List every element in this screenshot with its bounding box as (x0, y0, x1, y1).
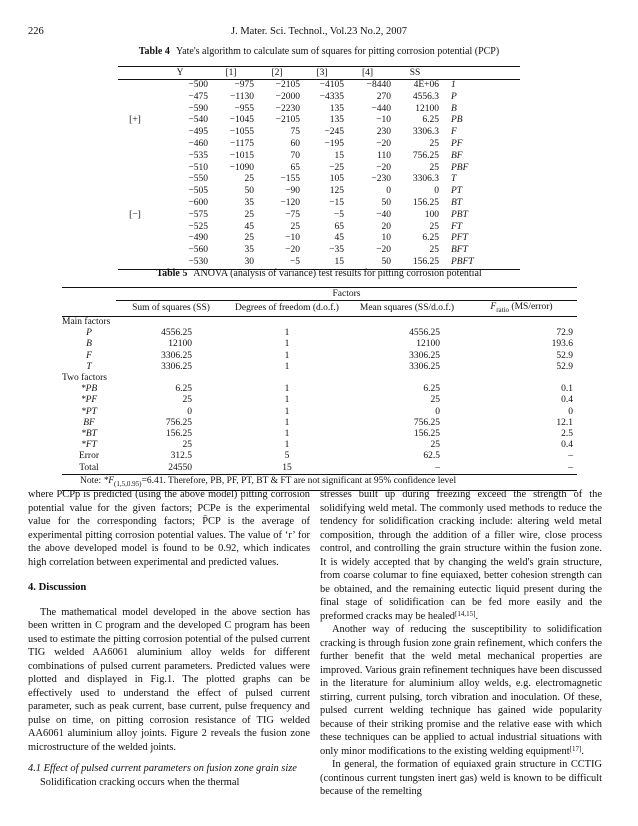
table-cell: 12100 (415, 103, 439, 114)
table-cell: F (86, 350, 92, 361)
table-cell: −40 (376, 209, 391, 220)
table-cell: FT (451, 221, 463, 232)
table-cell: 756.25 (165, 417, 192, 428)
paragraph: In general, the formation of equiaxed grain structure in CCTIG (continous current tungsten inert gas) weld is known to be difficult because of the remelting (320, 759, 602, 797)
table-cell: −505 (188, 186, 208, 197)
table-cell: −525 (188, 221, 208, 232)
table-cell: −20 (285, 245, 300, 256)
table-cell: Two factors (62, 372, 107, 383)
table-cell: −75 (285, 209, 300, 220)
table-cell: −550 (188, 174, 208, 185)
table-cell: −1130 (229, 91, 254, 102)
table-cell: Main factors (62, 316, 111, 327)
table-cell: −15 (329, 197, 344, 208)
section-heading: 4. Discussion (28, 582, 87, 593)
table-row (62, 429, 577, 440)
table-cell: PFT (451, 233, 468, 244)
table-row (62, 328, 577, 339)
table-cell (116, 373, 226, 384)
table4-col-header: Y (152, 67, 208, 80)
table-row (118, 245, 520, 257)
table-cell: PBT (451, 209, 468, 220)
table-row (62, 373, 577, 384)
table-cell: 35 (244, 245, 254, 256)
table-cell: −20 (376, 138, 391, 149)
table-cell: PBF (451, 162, 469, 173)
table-cell: *PB (80, 384, 98, 395)
table-cell: −975 (234, 80, 254, 90)
table-cell: PBFT (451, 256, 474, 267)
table-cell: F (451, 127, 457, 138)
table-cell: 10 (381, 233, 391, 244)
table-cell: −575 (188, 209, 208, 220)
table-cell (118, 139, 152, 151)
table-cell: 0 (568, 406, 573, 417)
table-cell: −10 (285, 233, 300, 244)
table-cell: 3306.25 (409, 361, 440, 372)
table-cell: [+] (129, 115, 141, 126)
table-cell: 6.25 (175, 384, 192, 395)
table-cell: −1015 (229, 150, 254, 161)
table-cell: 0 (434, 186, 439, 197)
table-cell: 135 (329, 115, 344, 126)
table-cell: 75 (290, 127, 300, 138)
table-cell: −195 (324, 138, 344, 149)
table-cell: 156.25 (413, 428, 440, 439)
citation: [14,15] (455, 609, 476, 618)
table-row (118, 104, 520, 116)
table-cell: 756.25 (412, 150, 439, 161)
table-cell: 1 (284, 328, 290, 339)
table-cell: BFT (451, 245, 468, 256)
table-cell: −25 (329, 162, 344, 173)
col-sum-of-squares: Sum of squares (SS) (116, 301, 226, 317)
table-cell: 0 (386, 186, 391, 197)
table-row (118, 198, 520, 210)
table4-col-header: [4] (344, 67, 391, 80)
table-cell: PF (451, 138, 463, 149)
table-cell: −2105 (275, 115, 300, 126)
body-column-left (28, 488, 310, 789)
table-cell: −2230 (275, 103, 300, 114)
table-cell: −530 (188, 256, 208, 267)
col-f-ratio: $F_{ratio}$ (MS/error) (466, 301, 577, 317)
table-cell: 156.25 (165, 428, 192, 439)
table-cell (116, 316, 226, 328)
table4-header-row (118, 67, 520, 80)
page-header (28, 26, 610, 40)
subsection-heading: 4.1 Effect of pulsed current parameters on fusion zone grain size (28, 763, 297, 774)
table-cell: −490 (188, 233, 208, 244)
table-cell: 25 (182, 395, 192, 406)
table-cell: −510 (188, 162, 208, 173)
table-cell: 1 (284, 350, 290, 361)
table-cell: 25 (244, 209, 254, 220)
table-cell: P (451, 91, 457, 102)
table-cell: 0 (435, 406, 440, 417)
table-row (118, 210, 520, 222)
table-cell (118, 92, 152, 104)
table-cell: 270 (376, 91, 391, 102)
table-cell: 25 (244, 233, 254, 244)
table-row (62, 384, 577, 395)
table-cell: P (86, 328, 92, 339)
table-row (118, 80, 520, 92)
table-cell: −5 (289, 256, 300, 267)
table5-note: Note: $*F_{(1,5,0.95)}=6.41$. Therefore, PB, PF, PT, BT & FT are not significant at 95% confidence level (62, 474, 577, 490)
table-cell: T (451, 174, 457, 185)
table-cell: 12100 (416, 339, 440, 350)
table-row (118, 186, 520, 198)
table-cell: −535 (188, 150, 208, 161)
table-cell: −35 (329, 245, 344, 256)
table4-col-header: [1] (208, 67, 254, 80)
table-cell: 0.1 (561, 384, 573, 395)
table-cell: −2000 (275, 91, 300, 102)
table-cell: 230 (376, 127, 391, 138)
table-cell: −440 (371, 103, 391, 114)
col-mean-squares: Mean squares (SS/d.o.f.) (348, 301, 466, 317)
table-cell (118, 127, 152, 139)
table-row (62, 316, 577, 328)
table-cell: 6.25 (422, 233, 439, 244)
table-cell: −5 (333, 209, 344, 220)
table4-caption (28, 46, 610, 57)
table4-col-header: [3] (300, 67, 344, 80)
table-cell: −8440 (366, 80, 391, 90)
paragraph: where PCPp is predicted (using the above model) pitting corrosion potential value for the given factors; PCPe is the experimental value for the corresponding factors; P̄CP is the average of experimental pitting corrosion potential values. The value of ‘r’ for the above developed model is found to be 0.92, which indicates high correlation between experimental and predicted values. (28, 489, 310, 568)
table-cell: −230 (371, 174, 391, 185)
table-cell: 6.25 (422, 115, 439, 126)
page-number: 226 (28, 26, 44, 37)
table-cell: −120 (280, 197, 300, 208)
table-cell: – (568, 451, 573, 462)
table-cell: 1 (284, 417, 290, 428)
col-degrees-of-freedom: Degrees of freedom (d.o.f.) (226, 301, 348, 317)
table-cell: −4105 (319, 80, 344, 90)
table-cell (118, 174, 152, 186)
table-row (62, 463, 577, 475)
table-cell: 4556.25 (409, 328, 440, 339)
table-cell: 3306.3 (412, 174, 439, 185)
table5-anova (62, 287, 577, 491)
table-row (118, 92, 520, 104)
table-cell: 1 (284, 440, 290, 451)
table-cell: −245 (324, 127, 344, 138)
table-cell: 4556.3 (412, 91, 439, 102)
table-cell: *PT (81, 406, 97, 417)
table-cell: 12.1 (556, 417, 573, 428)
table-cell: −1045 (229, 115, 254, 126)
table-cell (118, 245, 152, 257)
table-cell: 3306.25 (161, 361, 192, 372)
table-cell (118, 104, 152, 116)
table-cell: 52.9 (556, 361, 573, 372)
table-cell: 25 (290, 221, 300, 232)
table-cell: BT (451, 197, 463, 208)
table-cell: Total (79, 462, 99, 473)
table-row (118, 115, 520, 127)
table-cell: – (568, 462, 573, 473)
table-cell: 45 (334, 233, 344, 244)
table-row (62, 395, 577, 406)
table-cell: −600 (188, 197, 208, 208)
table-cell (118, 233, 152, 245)
table-cell: 0 (187, 406, 192, 417)
table-cell: 25 (429, 245, 439, 256)
paragraph: Solidification cracking occurs when the thermal (40, 776, 240, 788)
table-cell: T (86, 361, 92, 372)
table-cell (348, 373, 466, 384)
body-column-right (320, 488, 602, 799)
table-cell: 110 (377, 150, 391, 161)
table-cell: −4335 (319, 91, 344, 102)
paragraph: The mathematical model developed in the above section has been written in C program and the developed C program has been used to estimate the pitting corrosion potential of the pulsed current TIG welded AA6061 aluminium alloy welds for different combinations of pulsed current parameters. Predicted values were plotted and displayed in Fig.1. The plotted graphs can be effectively used to understand the effect of pulsed current parameter, such as peak current, base current, pulse frequency and pulse on time, on pitting corrosion resistance of TIG welded AA6061 aluminium alloy joints. Figure 2 reveals the fusion zone microstructure of the welded joints. (28, 606, 310, 753)
table-row (62, 440, 577, 451)
table-cell: −90 (285, 186, 300, 197)
table-cell: 135 (329, 103, 344, 114)
table-cell: 1 (284, 395, 290, 406)
table-cell: 3306.3 (412, 127, 439, 138)
table-cell: 70 (290, 150, 300, 161)
table-row (62, 362, 577, 373)
citation: [17] (569, 744, 582, 753)
table4-yates-algorithm (118, 66, 520, 270)
table-cell: 3306.25 (409, 350, 440, 361)
table-cell: −475 (188, 91, 208, 102)
table-cell: 105 (329, 174, 344, 185)
table-row (62, 451, 577, 462)
table-cell: *FT (81, 440, 97, 451)
table-cell: −460 (188, 138, 208, 149)
table-cell (118, 151, 152, 163)
table-cell: [−] (129, 209, 141, 220)
paragraph: Another way of reducing the susceptibility to solidification cracking is through fusion zone grain refinement, which confers the further benefit that the weld metal mechanical properties are improved. Various grain refinement techniques have been discussed in the literature for aluminium alloy welds, e.g. electromagnetic stirring, current pulsing, torch vibration and inoculation. Of these, pulsed current welding technique has gained wide popularity because of their striking promise and the relative ease with which these techniques can be applied to actual industrial situations with only minor modifications to the existing welding equipment[17]. (320, 624, 603, 757)
table-cell: 156.25 (412, 256, 439, 267)
table-row (118, 222, 520, 234)
table-cell: −155 (280, 174, 300, 185)
table-cell: 1 (451, 80, 456, 90)
table-cell: 30 (244, 256, 254, 267)
table-row (118, 174, 520, 186)
table-cell: −590 (188, 103, 208, 114)
table4-col-header: [2] (254, 67, 300, 80)
table-cell: −495 (188, 127, 208, 138)
table-cell: 4556.25 (161, 328, 192, 339)
table-cell: 0.4 (561, 395, 573, 406)
table-row (62, 407, 577, 418)
table-cell: 15 (334, 256, 344, 267)
table-cell: 312.5 (170, 451, 192, 462)
table-cell: 1 (284, 339, 290, 350)
table-row (118, 127, 520, 139)
table-cell: 65 (334, 221, 344, 232)
table-row (62, 339, 577, 350)
table-cell: −560 (188, 245, 208, 256)
table-cell: −1175 (229, 138, 254, 149)
table-cell: 1 (284, 361, 290, 372)
table-cell: B (451, 103, 457, 114)
table-cell: *PF (80, 395, 98, 406)
table-cell: 52.9 (556, 350, 573, 361)
table-cell: B (86, 339, 92, 350)
table-cell: 25 (244, 174, 254, 185)
table-cell: 45 (244, 221, 254, 232)
table-cell: 25 (429, 162, 439, 173)
table-cell: 1 (284, 428, 290, 439)
table-cell: – (435, 462, 440, 473)
table-cell: −500 (188, 80, 208, 90)
table-cell: BF (451, 150, 463, 161)
table5-caption-text: ANOVA (analysis of variance) test results for pitting corrosion potential (193, 268, 482, 279)
table-row (118, 151, 520, 163)
table-cell (348, 316, 466, 328)
table4-col-header (118, 67, 152, 80)
table-cell (118, 80, 152, 92)
journal-reference: J. Mater. Sci. Technol., Vol.23 No.2, 2007 (230, 26, 407, 37)
table4-label: Table 4 (138, 46, 170, 57)
table-cell: 15 (282, 462, 292, 473)
table-cell: 50 (381, 197, 391, 208)
table-row (118, 233, 520, 245)
table-cell: −1055 (229, 127, 254, 138)
table-cell: −540 (188, 115, 208, 126)
table-cell: 100 (424, 209, 439, 220)
table-cell: 25 (430, 395, 440, 406)
table4-col-header: SS (391, 67, 439, 80)
table-cell (118, 163, 152, 175)
table-cell (466, 316, 577, 328)
table-cell (226, 316, 348, 328)
table-cell: 35 (244, 197, 254, 208)
table-cell: 50 (381, 256, 391, 267)
table-cell: −955 (234, 103, 254, 114)
table5-caption (28, 268, 610, 279)
table4-body (118, 80, 520, 270)
table-cell (118, 186, 152, 198)
table-cell: 4E+06 (413, 80, 439, 90)
table-cell (118, 198, 152, 210)
table-cell: 12100 (168, 339, 192, 350)
table-cell: 15 (334, 150, 344, 161)
table-cell: 125 (329, 186, 344, 197)
table-cell: 20 (381, 221, 391, 232)
table-cell: 5 (284, 451, 290, 462)
table-cell: 156.25 (412, 197, 439, 208)
table-cell: 6.25 (423, 384, 440, 395)
table-cell: 0.4 (561, 440, 573, 451)
table-cell: 25 (429, 138, 439, 149)
table-cell: 3306.25 (161, 350, 192, 361)
table-cell: 25 (429, 221, 439, 232)
table-cell: −2105 (275, 80, 300, 90)
table-cell: PT (451, 186, 463, 197)
table-cell: −1090 (229, 162, 254, 173)
table-cell: 60 (290, 138, 300, 149)
table-cell: BF (83, 417, 95, 428)
table-cell: 50 (244, 186, 254, 197)
table5-header-row (62, 301, 577, 317)
table-cell: −20 (376, 162, 391, 173)
table-cell (466, 373, 577, 384)
table-row (62, 418, 577, 429)
table-cell: Error (78, 451, 100, 462)
table-cell: 193.6 (551, 339, 573, 350)
table-cell: 756.25 (413, 417, 440, 428)
table-cell: −20 (376, 245, 391, 256)
table-cell: 2.5 (561, 428, 573, 439)
table-cell: 25 (182, 440, 192, 451)
table4-caption-text: Yate's algorithm to calculate sum of squares for pitting corrosion potential (PCP) (175, 46, 500, 57)
table-row (118, 163, 520, 175)
table-cell (118, 222, 152, 234)
table5-label: Table 5 (156, 268, 188, 279)
table5-body (62, 316, 577, 474)
table-cell: *BT (81, 428, 97, 439)
table-row (118, 139, 520, 151)
table-cell: 72.9 (556, 328, 573, 339)
table-cell: PB (451, 115, 463, 126)
table-cell: 25 (430, 440, 440, 451)
table-cell: 1 (284, 384, 290, 395)
table5-factors-header: Factors (116, 288, 577, 301)
table-cell: 65 (290, 162, 300, 173)
table-cell: 24550 (168, 462, 192, 473)
table-row (62, 351, 577, 362)
table-cell: −10 (376, 115, 391, 126)
table-cell: 62.5 (423, 451, 440, 462)
table4-col-header (439, 67, 520, 80)
table-cell: 1 (284, 406, 290, 417)
table-cell (226, 373, 348, 384)
paragraph: stresses built up during freezing exceed the strength of the solidifying weld metal. The commonly used methods to reduce the tendency for solidification cracking include: altering weld metal composition, through the addition of a filler wire, close process control, and controlling the grain structure within the fusion zone. It is widely accepted that by changing the weld's grain structure, from coarse columar to fine equiaxed, better cohesion strength can be obtained, and the remaining eutectic liquid present during the final stage of solidification can be fed more easily and the preformed cracks may be healed[14,15]. (320, 489, 602, 622)
